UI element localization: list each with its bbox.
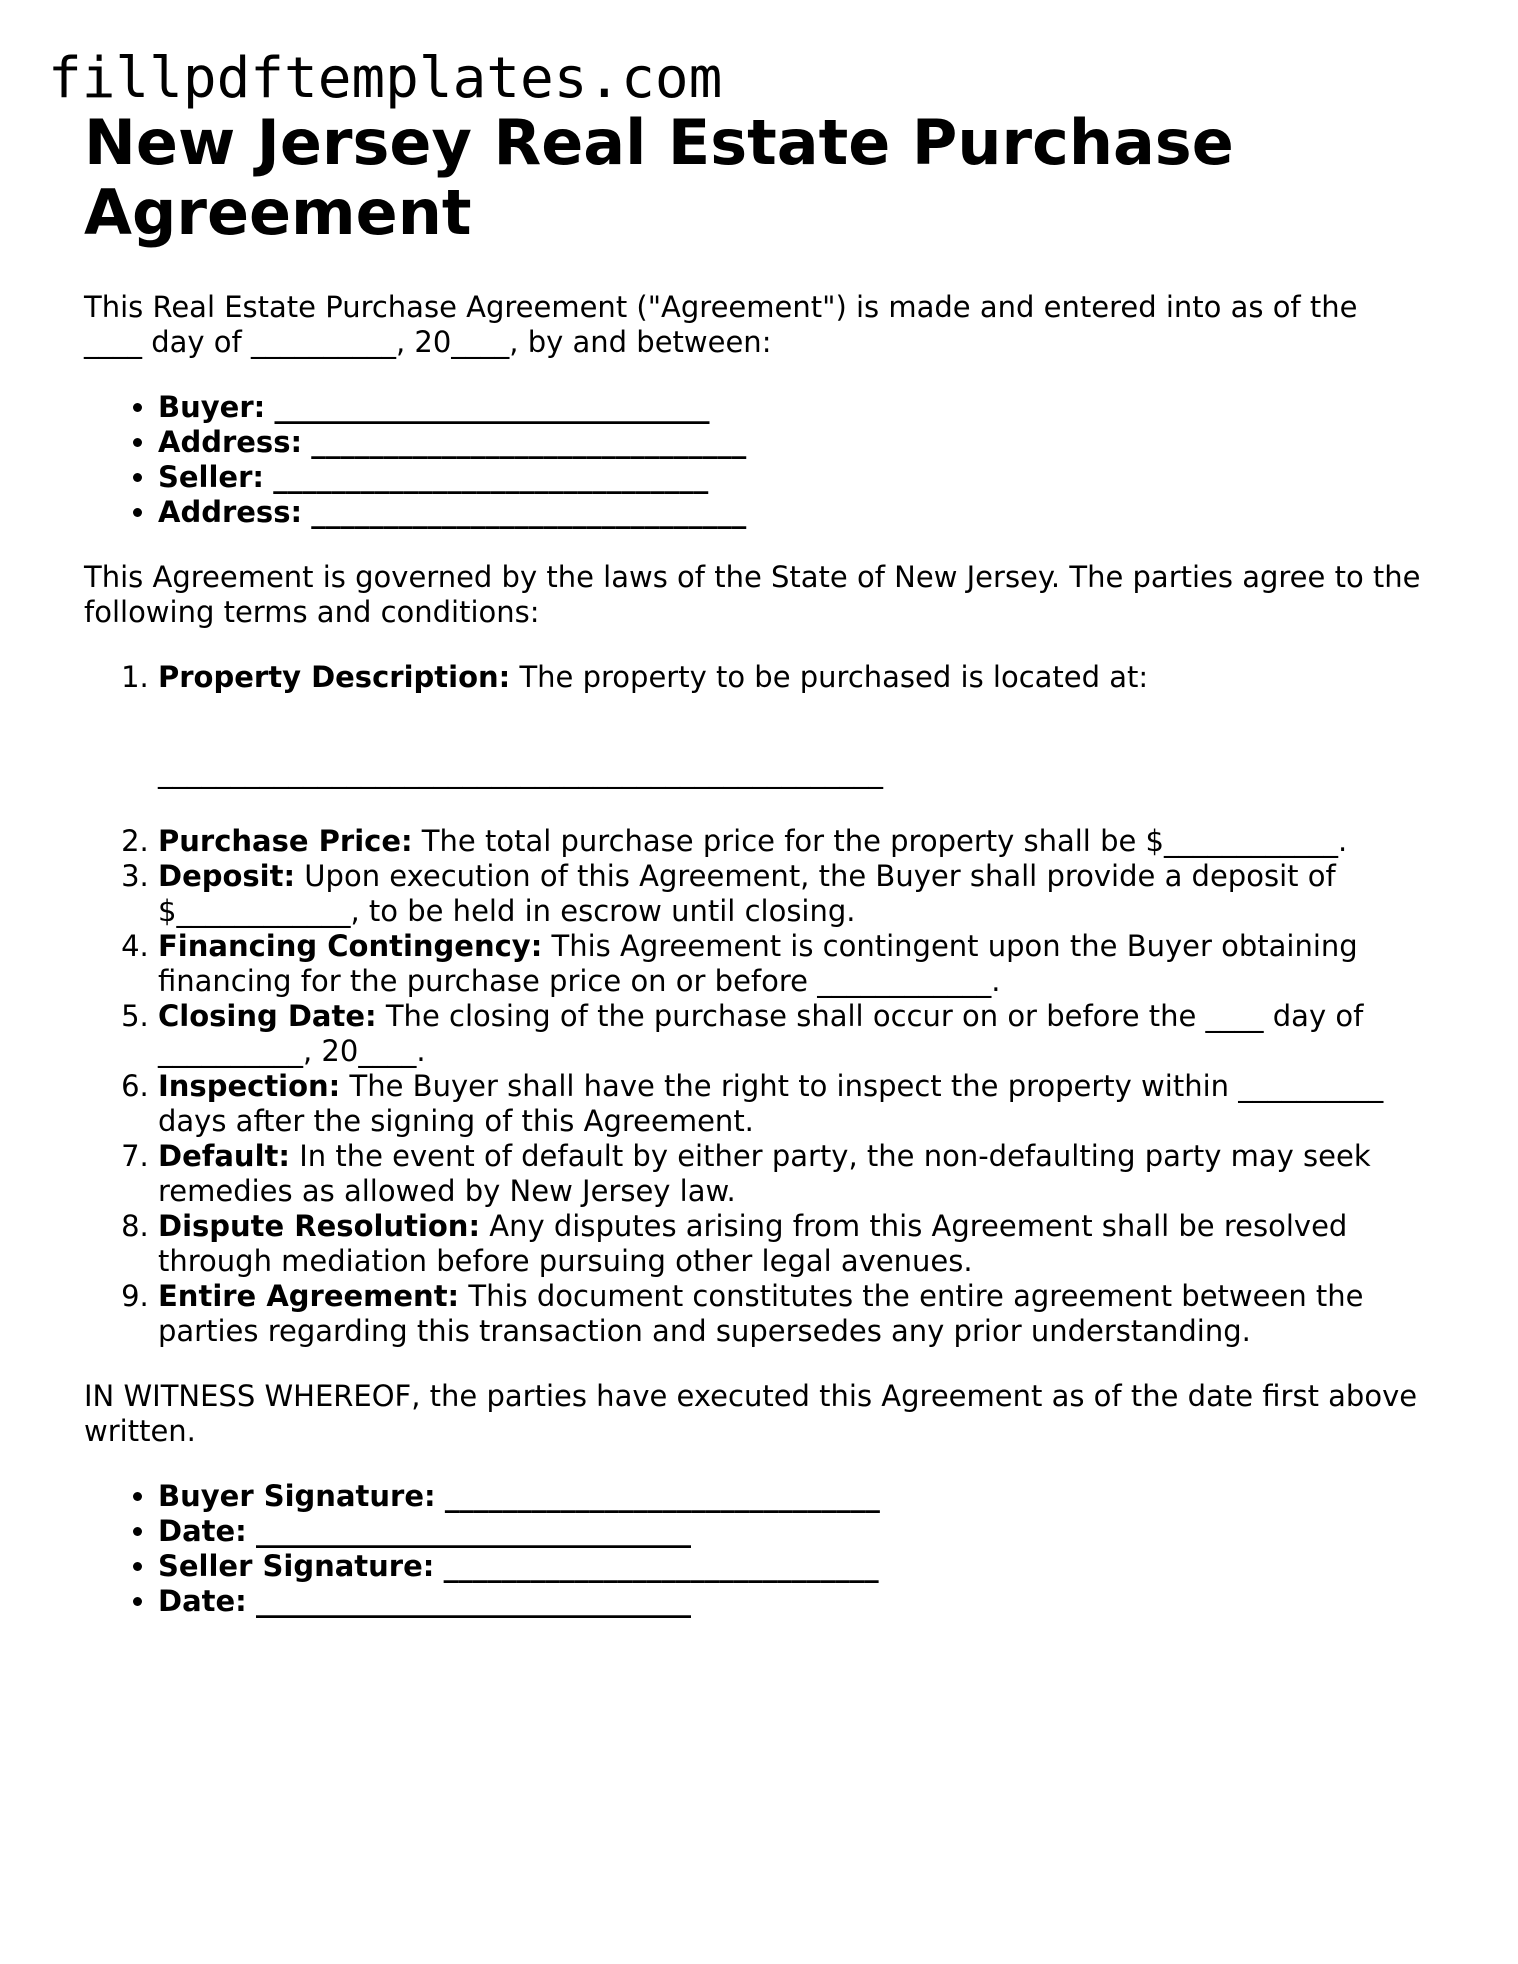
term-text: Any disputes arising from this Agreement shall be resolved through mediation before pursuing other legal avenues. [158,1209,1348,1278]
term-text: In the event of default by either party, the non-defaulting party may seek remedies as allowed by New Jersey law. [158,1139,1371,1208]
party-buyer-address [158,425,1424,460]
term-closing-date [158,999,1424,1069]
party-blank: ______________________________ [311,425,747,459]
watermark: fillpdftemplates.com [48,46,723,111]
term-text: This Agreement is contingent upon the Buyer obtaining financing for the purchase price on or before ____________. [158,929,1358,998]
parties-list [84,390,1424,530]
signature-blank: ______________________________ [256,1584,691,1618]
document-title: New Jersey Real Estate Purchase Agreement [84,106,1234,249]
document-body [84,108,1424,1619]
party-blank: ______________________________ [311,495,747,529]
term-text: The property to be purchased is located at: [510,660,1149,694]
party-label: Address: [158,495,303,529]
signature-blank: ______________________________ [256,1514,691,1548]
signature-blank: ______________________________ [444,1479,880,1513]
term-label: Inspection: [158,1069,341,1103]
term-label: Entire Agreement: [158,1279,460,1313]
party-label: Address: [158,425,303,459]
party-seller-address [158,495,1424,530]
governing-paragraph: This Agreement is governed by the laws of the State of New Jersey. The parties agree to the following terms and conditions: [84,560,1421,629]
signature-blank: ______________________________ [443,1549,879,1583]
party-label: Seller: [158,460,265,494]
party-label: Buyer: [158,390,266,424]
term-entire-agreement [158,1279,1424,1349]
term-label: Dispute Resolution: [158,1209,481,1243]
term-text: The total purchase price for the property shall be $____________. [412,824,1348,858]
term-text: Upon execution of this Agreement, the Buyer shall provide a deposit of $____________, to be held in escrow until closing. [158,859,1336,928]
witness-paragraph: IN WITNESS WHEREOF, the parties have executed this Agreement as of the date first above written. [84,1379,1418,1448]
term-text: The Buyer shall have the right to inspect the property within __________ days after the signing of this Agreement. [158,1069,1384,1138]
term-label: Default: [158,1139,290,1173]
signature-label: Buyer Signature: [158,1479,436,1513]
term-text: The closing of the purchase shall occur on or before the ____ day of __________, 20____. [158,999,1364,1068]
signature-seller-date [158,1584,1424,1619]
party-seller [158,460,1424,495]
term-label: Property Description: [158,660,511,694]
term-label: Deposit: [158,859,296,893]
signature-buyer [158,1479,1424,1514]
term-label: Financing Contingency: [158,929,543,963]
party-blank: ______________________________ [273,460,709,494]
signature-label: Date: [158,1584,247,1618]
signatures-list [84,1479,1424,1619]
term-deposit [158,859,1424,929]
term-label: Purchase Price: [158,824,413,858]
property-address-blank: __________________________________________________ [158,755,883,789]
term-dispute-resolution [158,1209,1424,1279]
term-purchase-price [158,824,1424,859]
party-blank: ______________________________ [274,390,710,424]
term-label: Closing Date: [158,999,377,1033]
term-text: This document constitutes the entire agreement between the parties regarding this transaction and supersedes any prior understanding. [158,1279,1364,1348]
term-financing-contingency [158,929,1424,999]
term-property-description [158,660,1424,790]
term-inspection [158,1069,1424,1139]
signature-seller [158,1549,1424,1584]
intro-paragraph: This Real Estate Purchase Agreement ("Agreement") is made and entered into as of the ____ day of __________, 20____, by and between: [84,290,1358,359]
term-default [158,1139,1424,1209]
signature-buyer-date [158,1514,1424,1549]
signature-label: Date: [158,1514,247,1548]
signature-label: Seller Signature: [158,1549,435,1583]
terms-list [84,660,1424,1349]
party-buyer [158,390,1424,425]
